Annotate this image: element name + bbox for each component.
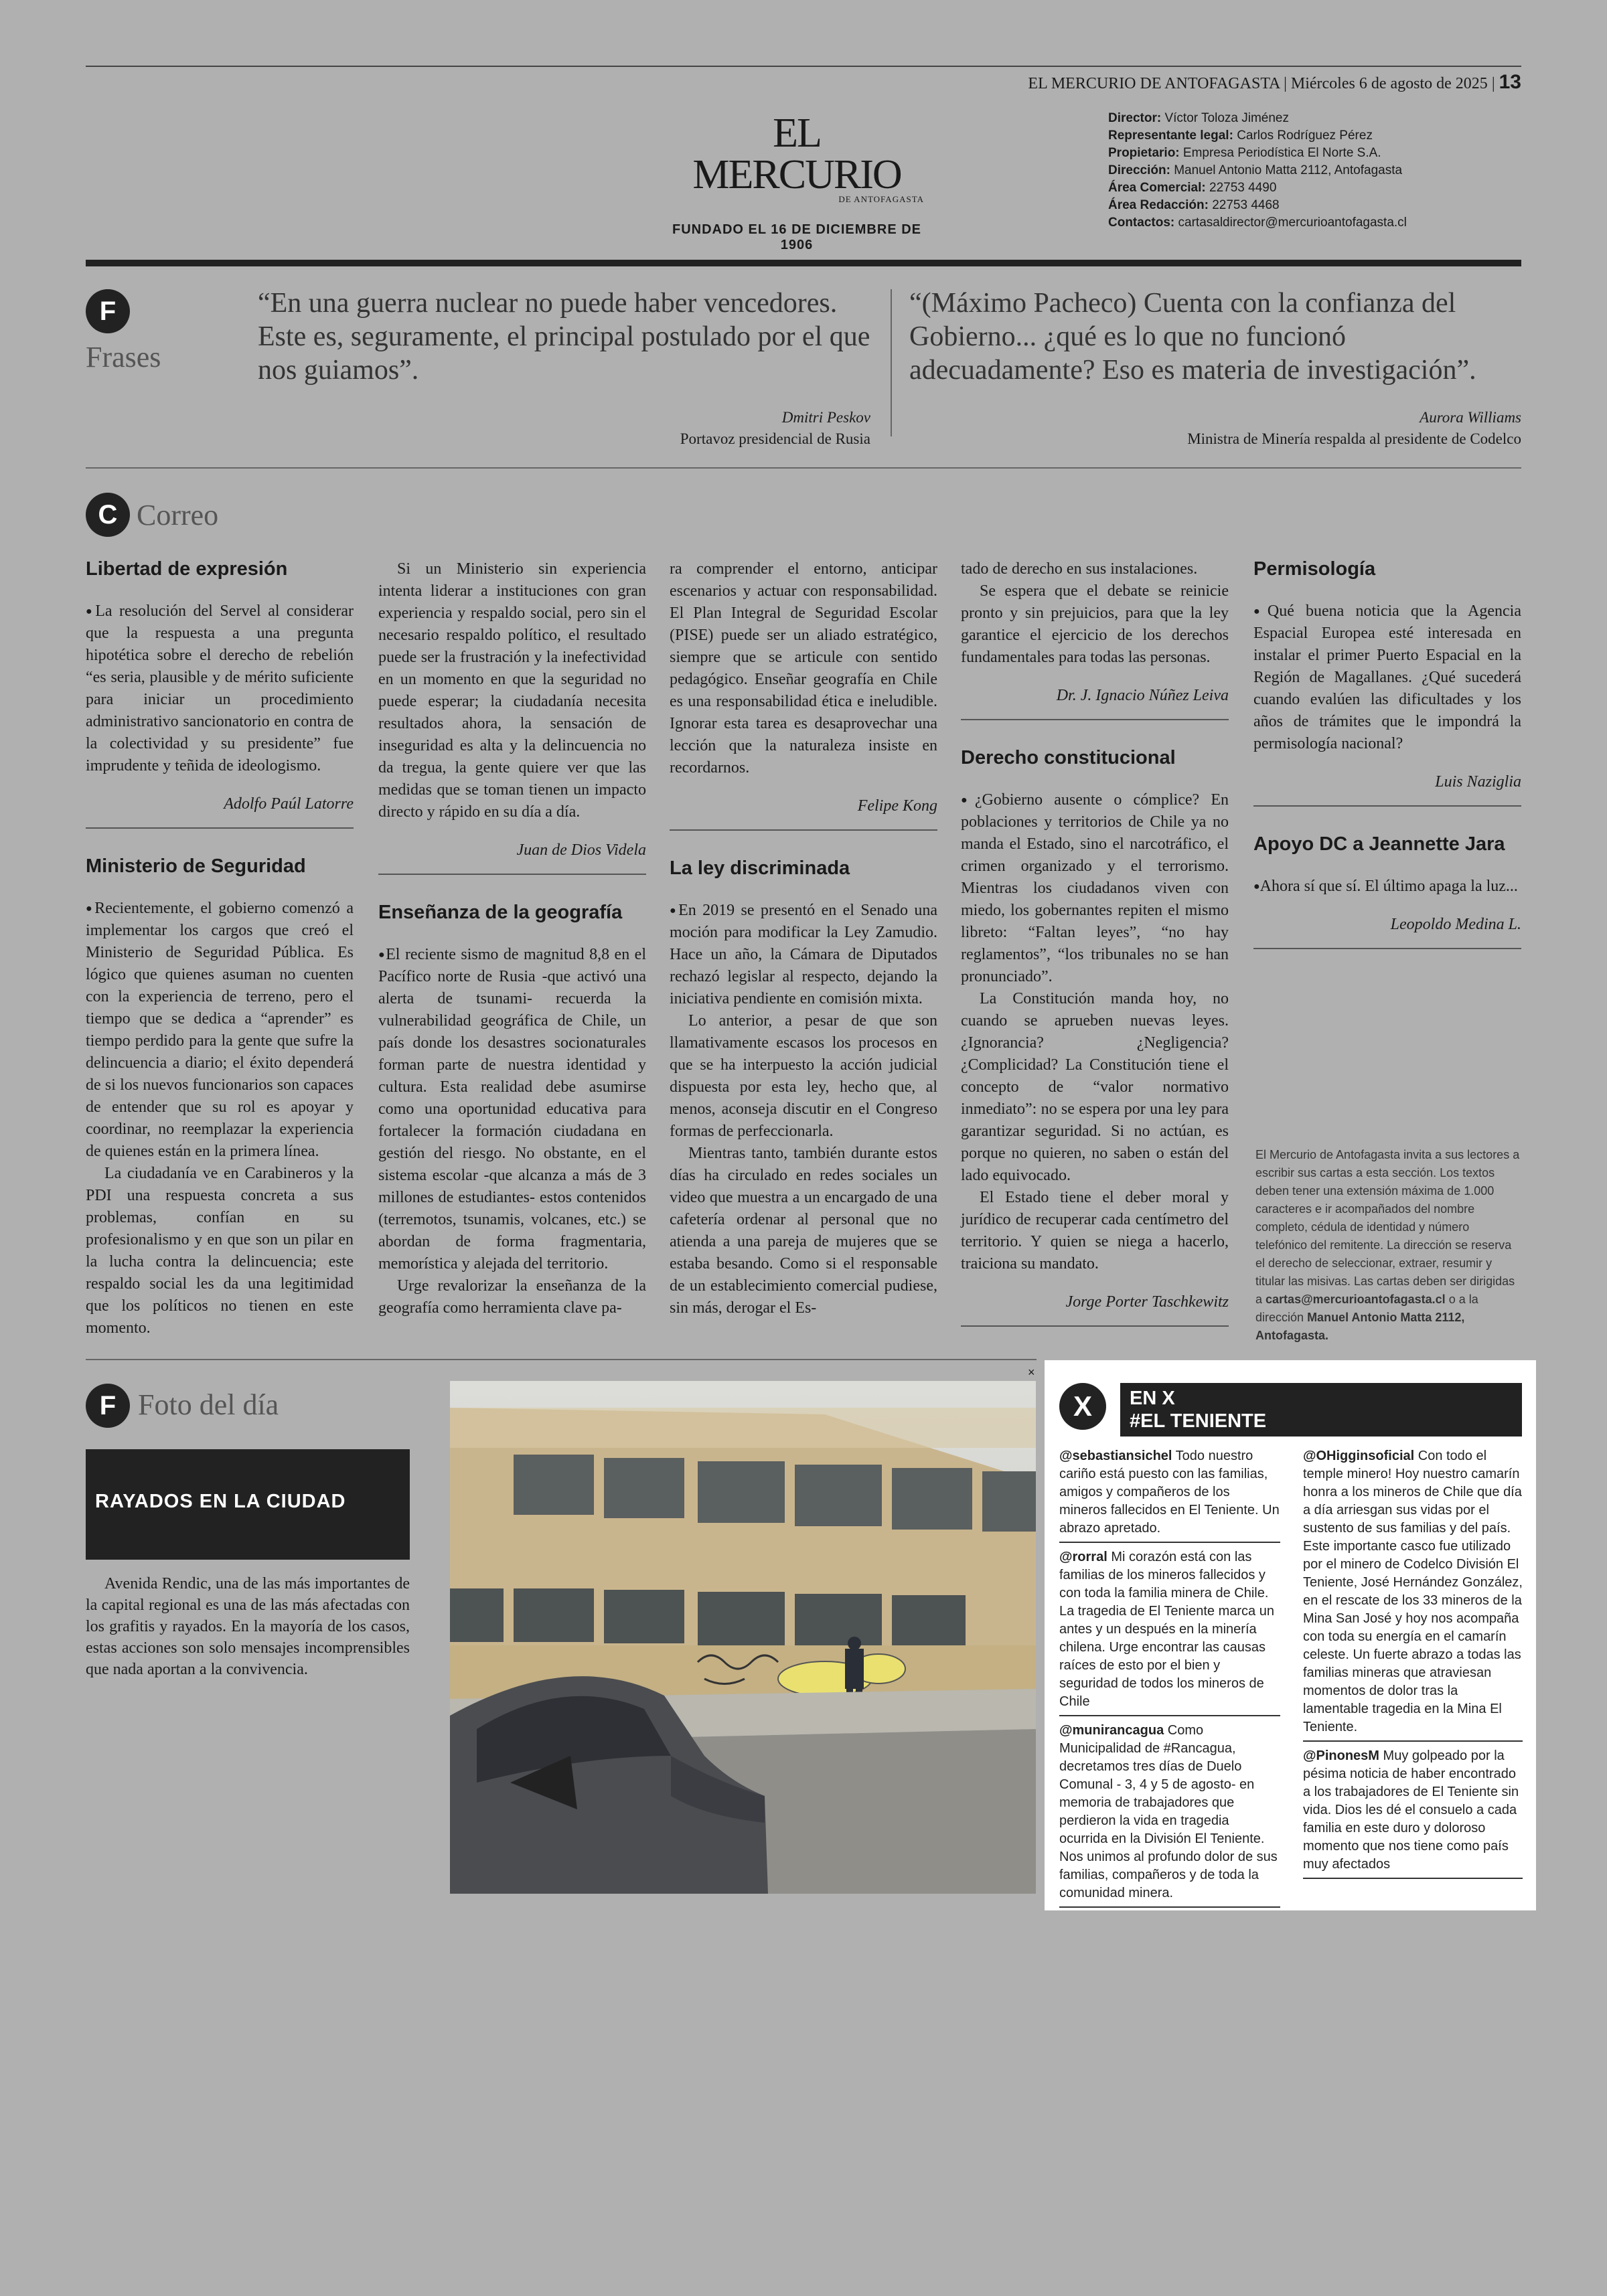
correo-column-5 [1253,558,1521,976]
x-handle[interactable]: @munirancagua [1059,1723,1164,1738]
x-handle[interactable]: @OHigginsoficial [1303,1449,1415,1463]
letter-body: Se espera que el debate se reinicie pronto y sin prejuicios, para que la ley garantice el ejercicio de los derechos fundamentales para todas las personas. [961,582,1229,666]
letter-heading: Enseñanza de la geografía [378,902,623,923]
letter-signature: Adolfo Paúl Latorre [224,795,354,813]
letters-email[interactable]: cartas@mercurioantofagasta.cl [1266,1293,1446,1306]
letter-body: tado de derecho en sus instalaciones. [961,560,1198,578]
letter-heading: Apoyo DC a Jeannette Jara [1253,833,1505,855]
correo-bottom-rule [86,1359,1037,1360]
letter-divider [670,829,937,831]
masthead-sub: DE ANTOFAGASTA [838,194,924,204]
letters-address: Manuel Antonio Matta 2112, Antofagasta. [1255,1311,1465,1342]
photo-of-the-day [450,1381,1036,1894]
letter-signature: Dr. J. Ignacio Núñez Leiva [1056,687,1229,704]
staff-line: Propietario: Empresa Periodística El Norte S.A. [1108,146,1381,160]
staff-line: Área Redacción: 22753 4468 [1108,198,1280,212]
close-icon[interactable]: × [1028,1366,1035,1379]
letter-body: Urge revalorizar la enseñanza de la geografía como herramienta clave pa- [378,1277,646,1317]
correo-badge: C [86,493,130,537]
correo-column-3 [670,558,937,1319]
correo-column-4 [961,558,1229,1354]
letter-body: ra comprender el entorno, anticipar escenarios y actuar con responsabilidad. El Plan Integral de Seguridad Escolar (PISE) puede ser un aliado estratégico, siempre que se articule con sentido pedagógico. Enseñar geografía en Chile es una responsabilidad ética e ineludible. Ignorar esta tarea es desaprovechar una lección que la naturaleza insiste en recordarnos. [670,560,937,776]
frases-rule [86,467,1521,469]
x-post: @OHigginsoficial Con todo el temple minero! Hoy nuestro camarín honra a los mineros de Chile que día a día arriesgan sus vidas por el sustento de sus familias y del país. Este importante casco fue utilizado por el minero de Codelco División El Teniente, José Hernández González, en el rescate de los 33 mineros de la Mina San José y hoy nos acompaña con toda su energía en el camarín celeste. Un fuerte abrazo a todas las familias mineras que atraviesan momentos de dolor tras la lamentable tragedia en la Mina El Teniente. [1303,1447,1523,1742]
x-handle[interactable]: @PinonesM [1303,1748,1379,1763]
quote-divider [891,289,892,436]
enx-line1: EN X [1130,1388,1175,1409]
header-rule [86,66,1521,67]
letter-body: Lo anterior, a pesar de que son llamativamente escasos los procesos en que se ha interpuesto la acción judicial dispuesta por esta ley, hecho que, al menos, aconseja discutir en el Congreso formas de perfeccionarla. [670,1012,937,1140]
letter-body: La ciudadanía ve en Carabineros y la PDI una respuesta concreta a sus problemas, confían en su profesionalismo y en que son un pilar en la lucha contra la delincuencia; este respaldo social les da una legitimidad que los políticos no tienen en este momento. [86,1165,354,1337]
letter-heading: Ministerio de Seguridad [86,855,306,877]
letter-body: ● Recientemente, el gobierno comenzó a implementar los cargos que creó el Ministerio de Seguridad Pública. Es lógico que quienes asuman no cuenten con la experiencia de terreno, pero el tiempo que se dedica a “aprender” es tiempo perdido para la gente que sufre la delincuencia a diario; el éxito dependerá de si los nuevos funcionarios son capaces de entender que su rol es apoyar y coordinar, no reemplazar la experiencia de quienes están en la primera línea. [86,898,354,1163]
letter-body: La Constitución manda hoy, no cuando se aprueben nuevas leyes. ¿Ignorancia? ¿Negligencia? ¿Complicidad? La Constitución tiene el concepto de “valor normativo inmediato”: no se espera por una ley para garantizar seguridad. Si no actúan, es porque no quieren, no saben o están del lado equivocado. [961,990,1229,1184]
letter-body: Si un Ministerio sin experiencia intenta liderar a instituciones con gran experiencia y respaldo social, pero sin el necesario respaldo político, el resultado puede ser la frustración y la inefectividad en un momento en que la seguridad no puede esperar; la ciudadanía necesita resultados ahora, la sensación de inseguridad es alta y la delincuencia no da tregua, la gente quiere ver que las medidas que se toman tienen un impacto directo y rápido en su día a día. [378,560,646,821]
photo-illustration [450,1381,1036,1894]
enx-header [1120,1383,1522,1437]
foto-caption-box: RAYADOS EN LA CIUDAD [86,1449,410,1560]
letter-signature: Felipe Kong [857,797,937,815]
letter-body: Mientras tanto, también durante estos días ha circulado en redes sociales un video que muestra a un encargado de una cafetería ordenar al personal que no atienda a una pareja de mujeres que se estaba besando. Como si el responsable de un establecimiento comercial pudiese, sin más, derogar el Es- [670,1145,937,1317]
enx-hashtag: #EL TENIENTE [1130,1410,1267,1432]
letter-divider [961,1325,1229,1327]
letter-heading: Libertad de expresión [86,558,288,580]
quote-text: “En una guerra nuclear no puede haber vencedores. Este es, seguramente, el principal postulado por el que nos guiamos”. [258,288,870,386]
staff-box [1108,110,1407,232]
frases-badge: F [86,289,130,333]
founded-line: FUNDADO EL 16 DE DICIEMBRE DE 1906 [672,222,921,252]
letter-signature: Juan de Dios Videla [516,841,646,859]
letter-body: ● Ahora sí que sí. El último apaga la luz... [1253,876,1521,898]
paper-name: EL MERCURIO DE ANTOFAGASTA [1028,75,1280,92]
letter-body: ● Qué buena noticia que la Agencia Espacial Europea esté interesada en instalar el primer Puerto Espacial en la Región de Magallanes. ¿Qué sucederá cuando evalúen las dificultades y los años de trámites que le impondrá la permisología nacional? [1253,600,1521,755]
staff-line: Representante legal: Carlos Rodríguez Pérez [1108,129,1373,143]
x-handle[interactable]: @rorral [1059,1550,1107,1564]
correo-column-1 [86,558,354,1339]
letter-signature: Leopoldo Medina L. [1390,916,1521,933]
letter-divider [1253,948,1521,949]
x-post: @rorral Mi corazón está con las familias de los mineros fallecidos y con toda la familia minera de Chile. La tragedia de El Teniente marca un antes y un después en la minería chilena. Urge encontrar las causas raíces de esto por el bien y seguridad de todos los mineros de Chile [1059,1548,1280,1716]
letter-heading: Permisología [1253,558,1376,580]
letter-body: ● La resolución del Servel al considerar que la respuesta a una pregunta hipotética sobre el derecho de rebelión “es seria, plausible y de mérito suficiente para iniciar un procedimiento administrativo sancionatorio en contra de la colectividad y su presidente” fue imprudente y teñida de ideologismo. [86,600,354,777]
frases-title: Frases [86,341,161,374]
quote-text: “(Máximo Pacheco) Cuenta con la confianza del Gobierno... ¿qué es lo que no funcionó adecuadamente? Eso es materia de investigación”. [909,288,1476,386]
letter-body: El Estado tiene el deber moral y jurídico de recuperar cada centímetro del territorio. Y quien se niega a hacerlo, traiciona su mandato. [961,1189,1229,1273]
letter-body: ● El reciente sismo de magnitud 8,8 en el Pacífico norte de Rusia -que activó una alerta de tsunami- recuerda la vulnerabilidad geográfica de Chile, un país donde los desastres socionaturales forman parte de nuestra identidad y cultura. Esta realidad debe asumirse como una oportunidad educativa para fortalecer la formación ciudadana en gestión del riesgo. No obstante, en el sistema escolar -que alcanza a más de 3 millones de estudiantes- estos contenidos (terremotos, tsunamis, volcanes, etc.) se abordan de forma fragmentaria, memorística y alejada del territorio. [378,944,646,1275]
staff-line: Contactos: cartasaldirector@mercurioantofagasta.cl [1108,216,1407,230]
letter-divider [378,874,646,875]
letter-divider [1253,805,1521,807]
foto-badge: F [86,1384,130,1428]
foto-caption: Avenida Rendic, una de las más importantes de la capital regional es una de las más afectadas con los grafitis y rayados. En la mayoría de los casos, estas acciones son solo mensajes incomprensibles que nada aportan a la convivencia. [86,1575,410,1678]
masthead-logo: EL MERCURIO [692,110,901,197]
quote-author: Aurora Williams Ministra de Minería respalda al presidente de Codelco [1187,409,1521,447]
staff-line: Área Comercial: 22753 4490 [1108,181,1277,195]
issue-date: Miércoles 6 de agosto de 2025 [1290,75,1488,92]
page-number: 13 [1499,71,1521,93]
section-divider [86,260,1521,266]
letter-signature: Jorge Porter Taschkewitz [1065,1293,1229,1311]
x-post: @munirancagua Como Municipalidad de #Rancagua, decretamos tres días de Duelo Comunal - 3, 4 y 5 de agosto- en memoria de trabajadores que perdieron la vida en tragedia ocurrida en la División El Teniente. Nos unimos al profundo dolor de sus familias, compañeros y de toda la comunidad minera. [1059,1722,1280,1908]
x-post: @sebastiansichel Todo nuestro cariño está puesto con las familias, amigos y compañeros de los mineros fallecidos en El Teniente. Un abrazo apretado. [1059,1447,1280,1543]
staff-line: Director: Víctor Toloza Jiménez [1108,111,1289,125]
enx-column-right [1303,1447,1523,1884]
x-handle[interactable]: @sebastiansichel [1059,1449,1172,1463]
header-info: EL MERCURIO DE ANTOFAGASTA | Miércoles 6 de agosto de 2025 | 13 [1028,71,1521,93]
letter-heading: Derecho constitucional [961,747,1176,768]
correo-column-2 [378,558,646,1319]
correo-title: Correo [137,499,219,531]
enx-column-left [1059,1447,1280,1913]
quote-author: Dmitri Peskov Portavoz presidencial de Rusia [680,409,870,447]
x-logo-icon: X [1059,1383,1106,1430]
letter-heading: La ley discriminada [670,857,850,879]
letter-signature: Luis Naziglia [1435,773,1521,791]
masthead [670,112,924,253]
letter-body: ● En 2019 se presentó en el Senado una moción para modificar la Ley Zamudio. Hace un año, la Cámara de Diputados rechazó legislar al respecto, dejando la iniciativa pendiente en comisión mixta. [670,900,937,1010]
x-post: @PinonesM Muy golpeado por la pésima noticia de haber encontrado a los trabajadores de El Teniente sin vida. Dios les dé el consuelo a cada familia en este duro y doloroso momento que nos tiene como país muy afectados [1303,1747,1523,1879]
letter-body: ● ¿Gobierno ausente o cómplice? En poblaciones y territorios de Chile ya no manda el Estado, sino el narcotráfico, el crimen organizado y el terrorismo. Mientras los ciudadanos viven con miedo, los gobernantes repiten el mismo libreto: “Faltan leyes”, “no hay reglamentos”, “los tribunales no se han pronunciado”. [961,789,1229,988]
foto-title: Foto del día [138,1388,279,1421]
letter-divider [86,827,354,829]
staff-line: Dirección: Manuel Antonio Matta 2112, Antofagasta [1108,163,1403,177]
letter-divider [961,719,1229,720]
letters-invitation: El Mercurio de Antofagasta invita a sus lectores a escribir sus cartas a esta sección. Los textos deben tener una extensión máxima de 1.000 caracteres e ir acompañados del nombre completo, cédula de identidad y número telefónico del remitente. La dirección se reserva el derecho de seleccionar, extraer, resumir y titular las misivas. Las cartas deben ser dirigidas a cartas@mercurioantofagasta.cl o a la dirección Manuel Antonio Matta 2112, Antofagasta. [1255,1148,1520,1342]
